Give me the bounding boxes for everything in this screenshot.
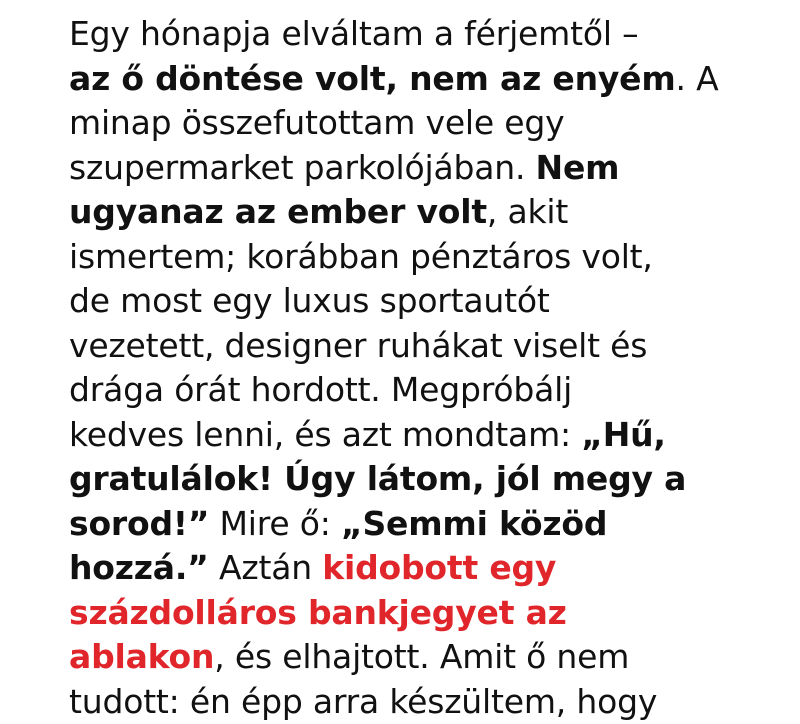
- emphasized-text: sorod!”: [69, 504, 209, 543]
- story-text: [69, 12, 749, 724]
- story-text-segment: Egy hónapja elváltam a férjemtől –: [69, 14, 638, 53]
- story-text-segment: Aztán: [209, 548, 323, 587]
- emphasized-text: az ő döntése volt, nem az enyém: [69, 59, 676, 98]
- story-text-segment: , és elhajtott. Amit ő nem: [214, 637, 629, 676]
- story-line: [69, 57, 749, 102]
- story-line: [69, 324, 749, 369]
- story-line: [69, 235, 749, 280]
- emphasized-text: hozzá.”: [69, 548, 209, 587]
- story-line: [69, 502, 749, 547]
- story-text-segment: szupermarket parkolójában.: [69, 148, 536, 187]
- highlighted-text: százdolláros bankjegyet az: [69, 593, 567, 632]
- story-line: [69, 279, 749, 324]
- story-text-segment: vezetett, designer ruhákat viselt és: [69, 326, 647, 365]
- highlighted-text: ablakon: [69, 637, 214, 676]
- story-line: [69, 413, 749, 458]
- story-text-segment: , akit: [487, 192, 568, 231]
- story-line: [69, 146, 749, 191]
- story-text-segment: Mire ő:: [209, 504, 341, 543]
- story-text-segment: kedves lenni, és azt mondtam:: [69, 415, 581, 454]
- story-text-segment: minap összefutottam vele egy: [69, 103, 564, 142]
- emphasized-text: „Semmi közöd: [341, 504, 607, 543]
- highlighted-text: kidobott egy: [322, 548, 556, 587]
- story-line: [69, 680, 749, 724]
- story-line: [69, 457, 749, 502]
- emphasized-text: Nem: [536, 148, 620, 187]
- story-line: [69, 635, 749, 680]
- story-line: [69, 12, 749, 57]
- emphasized-text: ugyanaz az ember volt: [69, 192, 487, 231]
- story-text-segment: tudott: én épp arra készültem, hogy: [69, 682, 657, 721]
- story-text-segment: de most egy luxus sportautót: [69, 281, 550, 320]
- story-text-segment: drága órát hordott. Megpróbálj: [69, 370, 572, 409]
- story-text-segment: ismertem; korábban pénztáros volt,: [69, 237, 653, 276]
- story-line: [69, 101, 749, 146]
- story-text-segment: . A: [676, 59, 719, 98]
- story-line: [69, 591, 749, 636]
- emphasized-text: „Hű,: [581, 415, 666, 454]
- story-line: [69, 546, 749, 591]
- emphasized-text: gratulálok! Úgy látom, jól megy a: [69, 459, 686, 498]
- story-line: [69, 368, 749, 413]
- story-line: [69, 190, 749, 235]
